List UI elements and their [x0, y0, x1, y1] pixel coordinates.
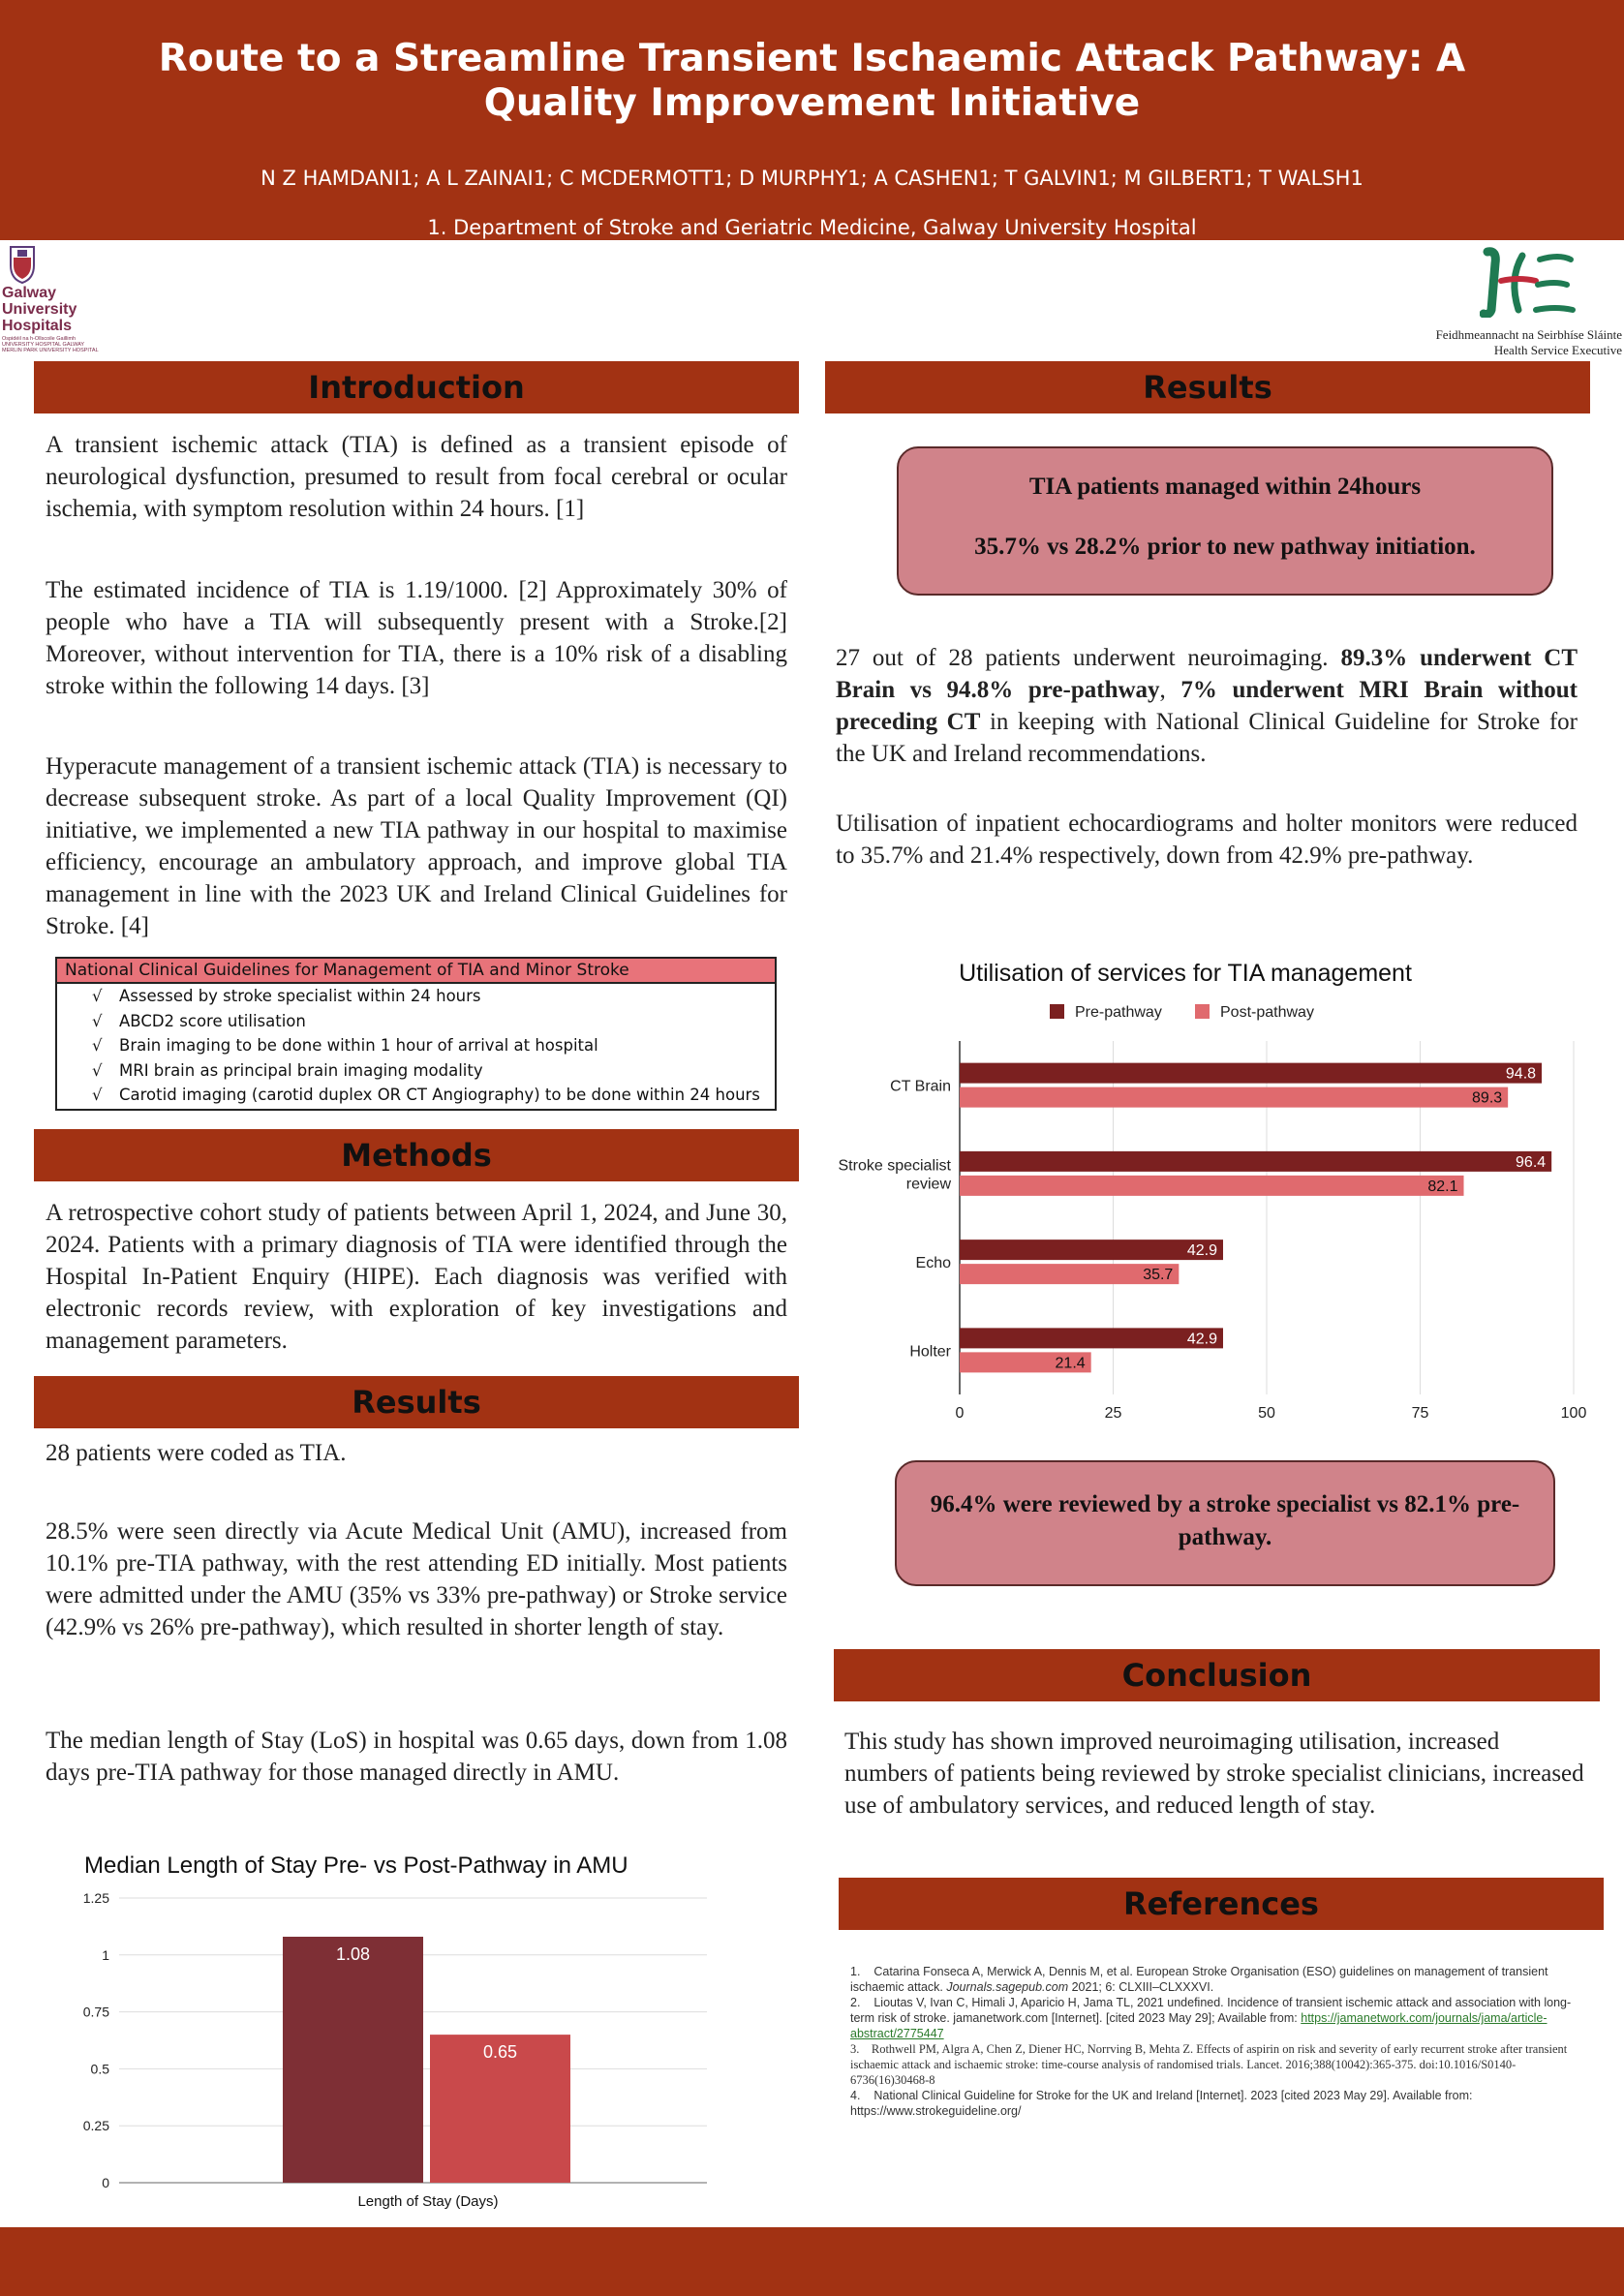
guideline-item: √ Assessed by stroke specialist within 24 hours: [57, 984, 775, 1009]
callout-24hours-line-1: TIA patients managed within 24hours: [1028, 474, 1422, 500]
los-bar-value-label: 1.08: [335, 1944, 371, 1964]
ytick-label: 0.25: [82, 2118, 109, 2134]
authors: N Z HAMDANI1; A L ZAINAI1; C MCDERMOTT1; D MURPHY1; A CASHEN1; T GALVIN1; M GILBERT1; T WALSH1: [260, 167, 1364, 190]
ytick-label: 0.5: [90, 2061, 109, 2077]
check-icon: √: [92, 1086, 103, 1104]
galway-logo-subtitle: Ospidéil na h-Ollscoile Gaillimh UNIVERSITY HOSPITAL GALWAY MERLIN PARK UNIVERSITY HOSPITAL: [2, 336, 99, 353]
conclusion-heading: Conclusion: [834, 1649, 1600, 1701]
check-icon: √: [92, 1060, 103, 1080]
los-chart: [39, 1840, 717, 2222]
intro-paragraph-2: The estimated incidence of TIA is 1.19/1000. [2] Approximately 30% of people who have a TIA will subsequently present with a Stroke.[2] Moreover, without intervention for TIA, there is a 10% risk of a disabling stroke within the following 14 days. [3]: [46, 577, 787, 699]
bar-pre: [960, 1151, 1551, 1172]
check-icon: √: [92, 1011, 103, 1030]
ytick-label: 0.75: [82, 2004, 109, 2020]
los-chart-bars: [283, 1937, 570, 2183]
guidelines-title: National Clinical Guidelines for Management of TIA and Minor Stroke: [57, 959, 775, 984]
guideline-item: √ ABCD2 score utilisation: [57, 1009, 775, 1034]
utilisation-chart-xticks: [956, 1405, 1587, 1422]
results-left-heading: Results: [34, 1376, 799, 1428]
galway-crest-icon: [8, 244, 37, 285]
legend-label-pre: Pre-pathway: [1075, 1004, 1162, 1021]
galway-logo-name: Galway University Hospitals: [2, 285, 77, 334]
results-right-paragraph-1: 27 out of 28 patients underwent neuroimaging. 89.3% underwent CT Brain vs 94.8% pre-pathway, 7% underwent MRI Brain without preceding CT in keeping with National Clinical Guideline for Stroke for the UK and Ireland recommendations.: [836, 645, 1578, 767]
guidelines-box: [55, 957, 777, 1111]
callout-24hours: [897, 446, 1553, 596]
bar-pre: [960, 1063, 1542, 1084]
reference-item: 2. Lioutas V, Ivan C, Himali J, Aparicio H, Jama TL, 2021 undefined. Incidence of transient ischemic attack and association with long-term risk of stroke. jamanetwork.com [Internet]. [cited 2023 May 29]; Available from: https://jamanetwork.com/journals/jama/article-abstract/2775447: [850, 1996, 1572, 2040]
methods-heading: Methods: [34, 1129, 799, 1181]
hse-name-irish: Feidhmeannacht na Seirbhíse Sláinte: [1435, 327, 1622, 342]
poster-title: [155, 37, 1469, 126]
ytick-label: 1: [102, 1946, 109, 1963]
bar-value-label: 94.8: [1505, 1065, 1537, 1083]
utilisation-chart-title: Utilisation of services for TIA management: [959, 960, 1412, 987]
bar-value-label: 21.4: [1055, 1355, 1086, 1372]
affiliation: 1. Department of Stroke and Geriatric Medicine, Galway University Hospital: [427, 216, 1197, 239]
results-paragraph-1: 28 patients were coded as TIA.: [46, 1440, 347, 1466]
results-paragraph-3: The median length of Stay (LoS) in hospital was 0.65 days, down from 1.08 days pre-TIA pathway for those managed directly in AMU.: [46, 1728, 787, 1786]
xtick-label: 50: [1258, 1405, 1275, 1422]
check-icon: √: [92, 987, 103, 1005]
utilisation-chart-bars: [960, 1063, 1551, 1373]
guideline-item: √ Brain imaging to be done within 1 hour of arrival at hospital: [57, 1033, 775, 1058]
bar-value-label: 89.3: [1472, 1089, 1503, 1107]
xtick-label: 100: [1560, 1405, 1587, 1422]
guideline-item: √ Carotid imaging (carotid duplex OR CT Angiography) to be done within 24 hours: [57, 1083, 775, 1108]
reference-item: 3. Rothwell PM, Algra A, Chen Z, Diener HC, Norrving B, Mehta Z. Effects of aspirin on risk and severity of early recurrent stroke after transient ischaemic attack and ischaemic stroke: time-course analysis of randomised trials. Lancet. 2016;388(10042):365-375. doi:10.1016/S0140-6736(16)30468-8: [850, 2042, 1568, 2087]
los-bar-value-label: 0.65: [482, 2042, 518, 2063]
methods-paragraph: A retrospective cohort study of patients between April 1, 2024, and June 30, 2024. Patients with a primary diagnosis of TIA were identified through the Hospital In-Patient Enquiry (HIPE). Each diagnosis was verified with electronic records review, with exploration of key investigations and management parameters.: [46, 1200, 787, 1354]
los-chart-title: Median Length of Stay Pre- vs Post-Pathway in AMU: [84, 1852, 628, 1879]
bar-pre: [960, 1328, 1223, 1348]
check-icon: √: [92, 1036, 103, 1055]
reference-link[interactable]: https://jamanetwork.com/journals/jama/article-abstract/2775447: [850, 2011, 1547, 2040]
category-label: Echo: [915, 1255, 951, 1272]
los-bar-pre: [283, 1937, 423, 2183]
reference-item: 4. National Clinical Guideline for Stroke for the UK and Ireland [Internet]. 2023 [cited 2023 May 29]. Available from: https://www.strokeguideline.org/: [850, 2089, 1473, 2118]
references-heading: References: [839, 1878, 1604, 1930]
intro-paragraph-3: Hyperacute management of a transient ischemic attack (TIA) is necessary to decrease subsequent stroke. As part of a local Quality Improvement (QI) initiative, we implemented a new TIA pathway in our hospital to maximise efficiency, encourage an ambulatory approach, and improve global TIA management in line with the 2023 UK and Ireland Clinical Guidelines for Stroke. [4]: [46, 753, 787, 939]
utilisation-chart: [821, 944, 1615, 1424]
bar-value-label: 42.9: [1186, 1331, 1217, 1348]
los-chart-xlabel: Length of Stay (Days): [357, 2193, 499, 2210]
ytick-label: 0: [102, 2175, 109, 2190]
xtick-label: 25: [1104, 1405, 1122, 1422]
conclusion-text: This study has shown improved neuroimaging utilisation, increased numbers of patients being reviewed by stroke specialist clinicians, increased use of ambulatory services, and reduced length of stay.: [844, 1729, 1584, 1819]
title-line-2: Quality Improvement Initiative: [483, 81, 1141, 125]
bar-post: [960, 1176, 1464, 1196]
introduction-heading: Introduction: [34, 361, 799, 413]
reference-item: 1. Catarina Fonseca A, Merwick A, Dennis M, et al. European Stroke Organisation (ESO) guidelines on management of transient ischaemic attack. Journals.sagepub.com 2021; 6: CLXIII–CLXXXVI.: [850, 1965, 1548, 1994]
bar-value-label: 35.7: [1143, 1267, 1174, 1284]
bar-pre: [960, 1240, 1223, 1260]
bar-value-label: 96.4: [1516, 1153, 1547, 1171]
ytick-label: 1.25: [82, 1890, 109, 1906]
title-line-1: Route to a Streamline Transient Ischaemic Attack Pathway: A: [158, 37, 1466, 80]
hse-logo-icon: [1480, 246, 1577, 318]
legend-swatch-pre: [1050, 1004, 1064, 1019]
results-right-heading: Results: [825, 361, 1590, 413]
category-label: Stroke specialist review: [838, 1157, 951, 1193]
footer-banner: [0, 2227, 1624, 2296]
results-paragraph-2: 28.5% were seen directly via Acute Medical Unit (AMU), increased from 10.1% pre-TIA pathway, with the rest attending ED initially. Most patients were admitted under the AMU (35% vs 33% pre-pathway) or Stroke service (42.9% vs 26% pre-pathway), which resulted in shorter length of stay.: [46, 1518, 787, 1640]
legend-label-post: Post-pathway: [1220, 1004, 1314, 1021]
callout-24hours-line-2: 35.7% vs 28.2% prior to new pathway initiation.: [974, 534, 1476, 560]
hse-name-english: Health Service Executive: [1493, 343, 1622, 357]
guideline-item: √ MRI brain as principal brain imaging modality: [57, 1058, 775, 1084]
category-label: CT Brain: [890, 1078, 951, 1095]
category-label: Holter: [909, 1343, 951, 1361]
intro-paragraph-1: A transient ischemic attack (TIA) is defined as a transient episode of neurological dysfunction, presumed to result from focal cerebral or ocular ischemia, with symptom resolution within 24 hours. [1]: [46, 432, 787, 522]
bar-value-label: 42.9: [1186, 1242, 1217, 1260]
xtick-label: 75: [1411, 1405, 1429, 1422]
los-chart-yticks: [83, 1890, 109, 2190]
bar-post: [960, 1087, 1508, 1108]
legend-swatch-post: [1195, 1004, 1210, 1019]
references-list: [850, 1964, 1586, 2119]
results-right-paragraph-2: Utilisation of inpatient echocardiograms and holter monitors were reduced to 35.7% and 21.4% respectively, down from 42.9% pre-pathway.: [836, 811, 1578, 869]
utilisation-chart-categories: [839, 1079, 952, 1361]
bar-value-label: 82.1: [1427, 1178, 1458, 1195]
callout-stroke-specialist: 96.4% were reviewed by a stroke specialist vs 82.1% pre-pathway.: [895, 1460, 1555, 1586]
xtick-label: 0: [955, 1405, 965, 1422]
